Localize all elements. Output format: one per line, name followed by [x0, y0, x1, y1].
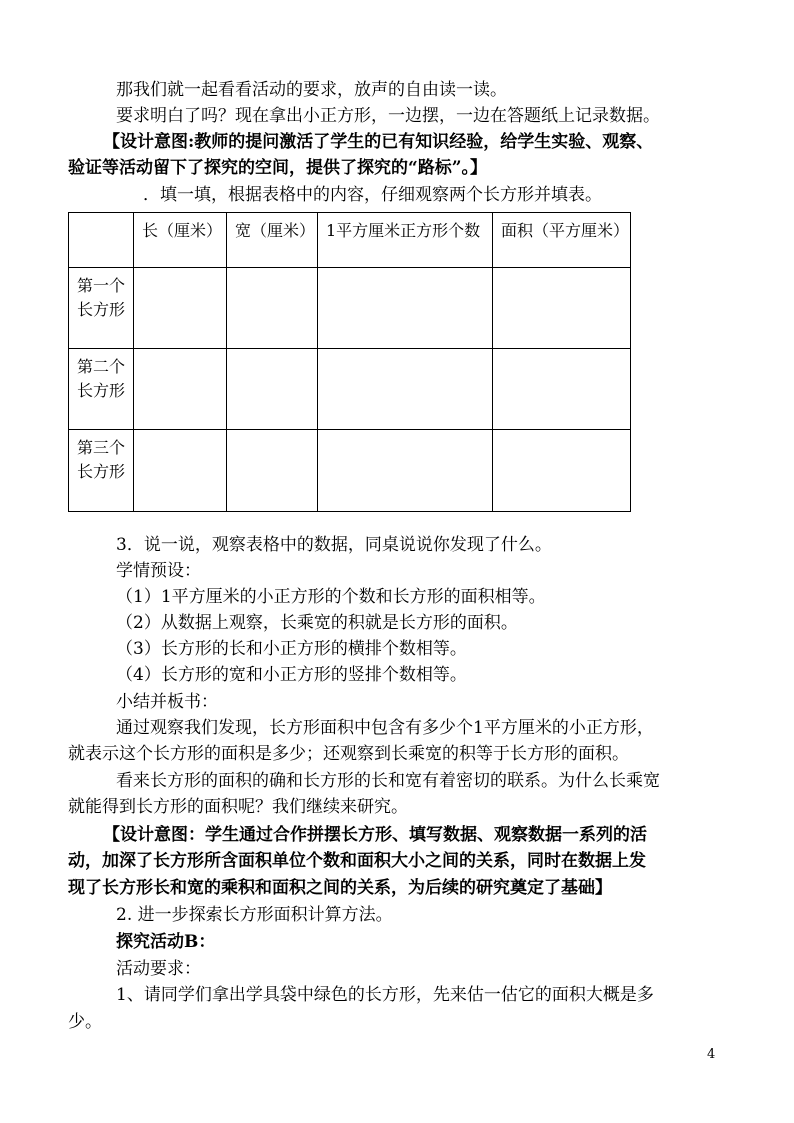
paragraph: 小结并板书：: [116, 692, 218, 712]
paragraph: 看来长方形的面积的确和长方形的长和宽有着密切的联系。为什么长乘宽: [116, 771, 660, 791]
table-cell: [493, 349, 631, 430]
design-intent-line: 动，加深了长方形所含面积单位个数和面积大小之间的关系，同时在数据上发: [68, 851, 646, 871]
paragraph: 2. 进一步探索长方形面积计算方法。: [116, 905, 393, 925]
paragraph: ．填一填，根据表格中的内容，仔细观察两个长方形并填表。: [143, 185, 602, 205]
design-intent-line: 现了长方形长和宽的乘积和面积之间的关系，为后续的研究奠定了基础】: [68, 878, 612, 898]
table-cell: [134, 268, 227, 349]
table-cell: [318, 430, 493, 512]
row-label: 第二个长方形: [69, 349, 134, 430]
design-intent-line: 验证等活动留下了探究的空间，提供了探究的“路标”。】: [68, 158, 488, 178]
table-row: [69, 349, 631, 430]
paragraph: 3．说一说，观察表格中的数据，同桌说说你发现了什么。: [116, 535, 552, 555]
paragraph: 活动要求：: [116, 959, 201, 979]
paragraph: 学情预设：: [116, 561, 201, 581]
table-cell: [134, 349, 227, 430]
table-header-cell: [69, 213, 134, 268]
paragraph: 1、请同学们拿出学具袋中绿色的长方形，先来估一估它的面积大概是多: [116, 985, 654, 1005]
table-cell: [227, 349, 318, 430]
list-item: （4）长方形的宽和小正方形的竖排个数相等。: [116, 665, 467, 685]
design-intent-line: 【设计意图：学生通过合作拼摆长方形、填写数据、观察数据一系列的活: [103, 825, 647, 845]
table-cell: [227, 430, 318, 512]
paragraph: 就能得到长方形的面积呢？我们继续来研究。: [68, 797, 408, 817]
data-table: [68, 212, 631, 512]
table-cell: [493, 268, 631, 349]
paragraph: 要求明白了吗？现在拿出小正方形，一边摆，一边在答题纸上记录数据。: [116, 106, 660, 126]
paragraph: 那我们就一起看看活动的要求，放声的自由读一读。: [116, 80, 507, 100]
table-header-cell: 长（厘米）: [134, 213, 227, 268]
table-header-cell: 宽（厘米）: [227, 213, 318, 268]
row-label: 第三个长方形: [69, 430, 134, 512]
list-item: （3）长方形的长和小正方形的横排个数相等。: [116, 639, 467, 659]
table-cell: [227, 268, 318, 349]
table-cell: [493, 430, 631, 512]
table-row: [69, 268, 631, 349]
table-header-row: [69, 213, 631, 268]
list-item: （2）从数据上观察，长乘宽的积就是长方形的面积。: [116, 613, 518, 633]
paragraph: 通过观察我们发现，长方形面积中包含有多少个1平方厘米的小正方形，: [116, 718, 654, 738]
table-cell: [318, 349, 493, 430]
paragraph: 少。: [68, 1012, 102, 1032]
table-header-cell: 面积（平方厘米）: [493, 213, 631, 268]
list-item: （1）1平方厘米的小正方形的个数和长方形的面积相等。: [116, 587, 546, 607]
paragraph: 就表示这个长方形的面积是多少；还观察到长乘宽的积等于长方形的面积。: [68, 744, 629, 764]
table-cell: [318, 268, 493, 349]
table-row: [69, 430, 631, 512]
section-heading: 探究活动B：: [116, 932, 216, 952]
row-label: 第一个长方形: [69, 268, 134, 349]
design-intent-line: 【设计意图:教师的提问激活了学生的已有知识经验，给学生实验、观察、: [103, 132, 654, 152]
page-number: 4: [707, 1047, 716, 1062]
table-header-cell: 1平方厘米正方形个数: [318, 213, 493, 268]
table-cell: [134, 430, 227, 512]
